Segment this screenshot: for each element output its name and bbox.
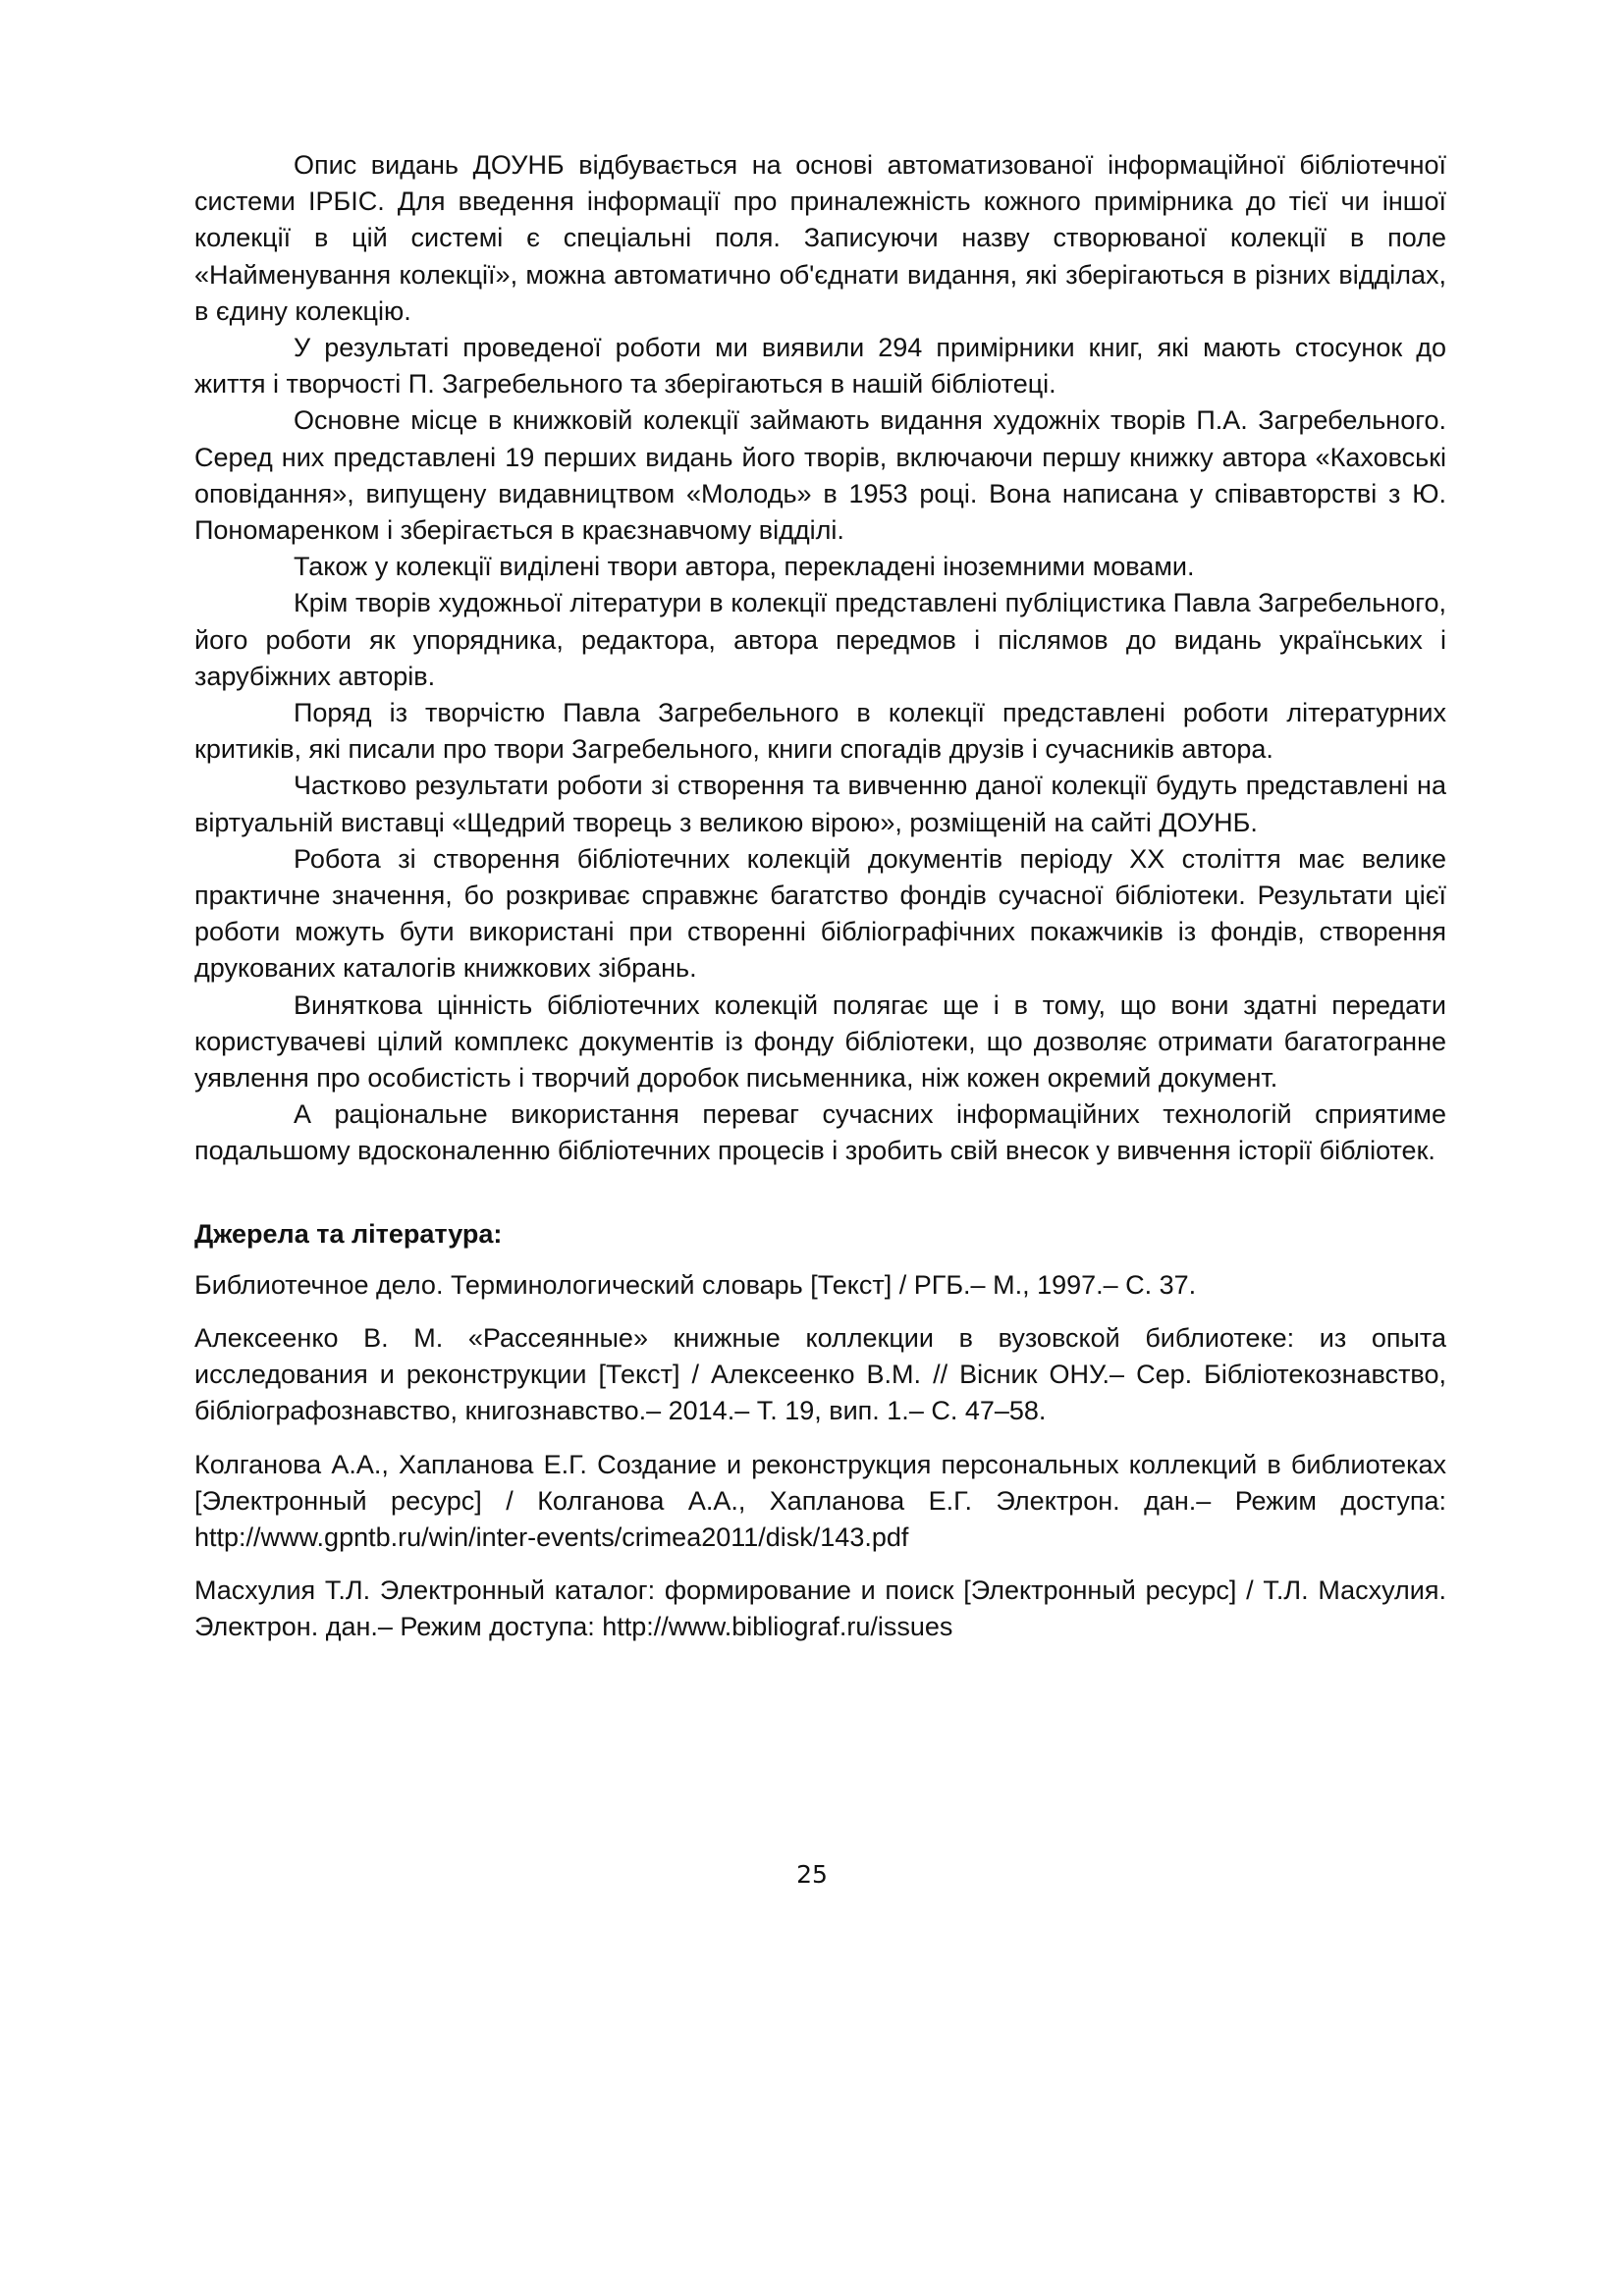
reference-item: Библиотечное дело. Терминологический словарь [Текст] / РГБ.– М., 1997.– С. 37. (194, 1269, 1197, 1300)
reference-item: Алексеенко В. М. «Рассеянные» книжные коллекции в вузовской библиотеке: из опыта исследования и реконструкции [Текст] / Алексеенко В.М. // Вісник ОНУ.– Сер. Бібліотекознавство, бібліографознавство, книгознавство.– 2014.– Т. 19, вип. 1.– С. 47–58. (194, 1322, 1446, 1426)
body-paragraph: Основне місце в книжковій колекції займають видання художніх творів П.А. Загребельного. Серед них представлені 19 перших видань його творів, включаючи першу книжку автора «Каховські оповідання», випущену видавництвом «Молодь» в 1953 році. Вона написана у співавторстві з Ю. Пономаренком і зберігається в краєзнавчому відділі. (194, 405, 1446, 546)
body-paragraph: Також у колекції виділені твори автора, перекладені іноземними мовами. (294, 552, 1195, 582)
body-paragraph: Частково результати роботи зі створення та вивченню даної колекції будуть представлені на віртуальній виставці «Щедрий творець з великою вірою», розміщеній на сайті ДОУНБ. (194, 771, 1446, 837)
body-paragraph: Робота зі створення бібліотечних колекцій документів періоду ХХ століття має велике практичне значення, бо розкриває справжнє багатство фондів сучасної бібліотеки. Результати цієї роботи можуть бути використані при створенні бібліографічних покажчиків із фондів, створення друкованих каталогів книжкових зібрань. (194, 843, 1446, 984)
reference-item: Колганова А.А., Хапланова Е.Г. Создание и реконструкция персональных коллекций в библиотеках [Электронный ресурс] / Колганова А.А., Хапланова Е.Г. Электрон. дан.– Режим доступа: http://www.gpntb.ru/win/inter-events/crimea2011/disk/143.pdf (194, 1449, 1446, 1552)
body-paragraph: А раціональне використання переваг сучасних інформаційних технологій сприятиме подальшому вдосконаленню бібліотечних процесів і зробить свій внесок у вивчення історії бібліотек. (194, 1099, 1446, 1166)
body-paragraph: Виняткова цінність бібліотечних колекцій полягає ще і в тому, що вони здатні передати користувачеві цілий комплекс документів із фонду бібліотеки, що дозволяє отримати багатогранне уявлення про особистість і творчий доробок письменника, ніж кожен окремий документ. (194, 989, 1446, 1094)
body-paragraph: Поряд із творчістю Павла Загребельного в колекції представлені роботи літературних критиків, які писали про твори Загребельного, книги спогадів друзів і сучасників автора. (194, 698, 1446, 765)
reference-item: Масхулия Т.Л. Электронный каталог: формирование и поиск [Электронный ресурс] / Т.Л. Масхулия. Электрон. дан.– Режим доступа: http://www.bibliograf.ru/issues (194, 1575, 1446, 1642)
page-body (194, 147, 1446, 1663)
sources-heading: Джерела та література: (194, 1218, 503, 1249)
body-paragraph: Крім творів художньої літератури в колекції представлені публіцистика Павла Загребельного, його роботи як упорядника, редактора, автора передмов і післямов до видань українських і зарубіжних авторів. (194, 588, 1446, 691)
body-paragraph: Опис видань ДОУНБ відбувається на основі автоматизованої інформаційної бібліотечної системи ІРБІС. Для введення інформації про приналежність кожного примірника до тієї чи іншої колекції в цій системі є спеціальні поля. Записуючи назву створюваної колекції в поле «Найменування колекції», можна автоматично об'єднати видання, які зберігаються в різних відділах, в єдину колекцію. (194, 150, 1446, 326)
page-number: 25 (796, 1860, 828, 1889)
body-paragraph: У результаті проведеної роботи ми виявили 294 примірники книг, які мають стосунок до життя і творчості П. Загребельного та зберігаються в нашій бібліотеці. (194, 333, 1446, 400)
